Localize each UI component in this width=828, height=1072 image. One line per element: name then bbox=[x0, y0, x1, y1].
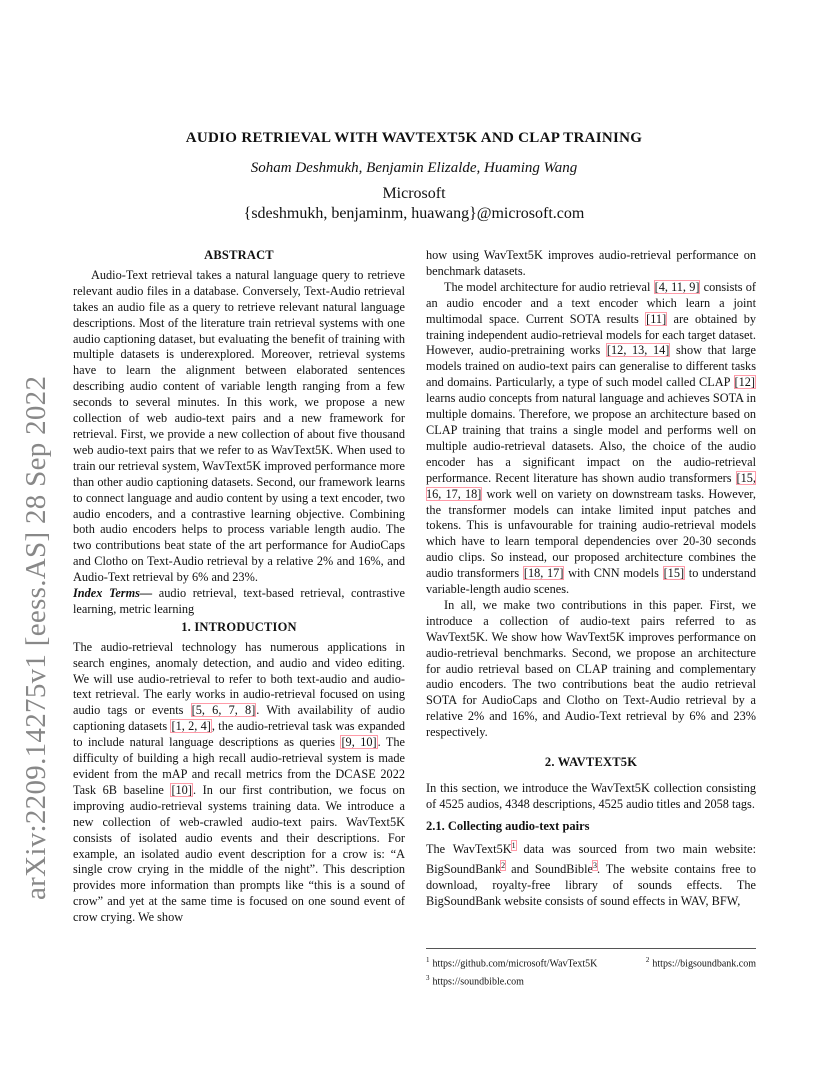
wavtext-text: The WavText5K bbox=[426, 841, 512, 856]
introduction-heading: 1. INTRODUCTION bbox=[181, 619, 297, 634]
intro-text: consists of an audio encoder and a text encoder which learn a joint multimodal space. Current SOTA results bbox=[426, 279, 756, 326]
wavtext-text: data was sourced from two main website: BigSoundBank bbox=[426, 841, 756, 876]
citation-link[interactable]: [1, 2, 4] bbox=[171, 719, 211, 734]
intro-text: , the audio-retrieval task was expanded to include natural language descriptions as queries bbox=[73, 719, 405, 750]
footnotes bbox=[426, 948, 756, 990]
abstract-text: Audio-Text retrieval takes a natural language query to retrieve relevant audio files in a database. Conversely, Text-Audio retrieval takes an audio file as a query to retrieve relevant natural language descriptions. Most of the literature train retrieval systems with one audio captioning dataset, but evaluating the benefit of training with multiple datasets is underexplored. Moreover, retrieval systems have to learn the alignment between elaborated sentences describing audio content of variable length ranging from a few seconds to several minutes. In this work, we propose a new collection of web audio-text pairs and a new framework for retrieval. First, we provide a new collection of about five thousand web audio-text pairs that we refer to as WavText5K. When used to train our retrieval system, WavText5K improved performance more than other audio captioning datasets. Second, our framework learns to connect language and audio content by using a text encoder, two audio encoders, and a contrastive learning objective. Combining both audio encoders helps to process variable length audio. The two contributions beat state of the art performance for AudioCaps and Clotho on Text-Audio retrieval by a relative 2% and 16%, and Audio-Text retrieval by 6% and 23%. bbox=[73, 267, 405, 585]
intro-paragraph-1-continued: how using WavText5K improves audio-retrieval performance on benchmark datasets. bbox=[426, 248, 756, 278]
intro-text: The model architecture for audio retrieval bbox=[444, 279, 654, 294]
intro-text: are obtained by training independent audio-retrieval models for each target dataset. However, audio-pretraining works bbox=[426, 311, 756, 358]
intro-text: . The difficulty of building a high recall audio-retrieval system is made evident from the mAP and recall metrics from the DCASE 2022 Task 6B baseline bbox=[73, 735, 405, 797]
footnote-url[interactable]: https://soundbible.com bbox=[432, 976, 524, 988]
intro-paragraph-1 bbox=[73, 640, 405, 926]
footnote-number: 1 bbox=[426, 956, 430, 964]
footnote-3 bbox=[426, 971, 756, 989]
paper-title: AUDIO RETRIEVAL WITH WAVTEXT5K AND CLAP TRAINING bbox=[185, 130, 643, 146]
intro-text: show that large models trained on audio-text pairs can generalise to different tasks and domains. Particularly, a type of such model called CLAP bbox=[426, 343, 756, 390]
intro-paragraph-3: In all, we make two contributions in this paper. First, we introduce a collection of audio-text pairs referred to as WavText5K. We show how WavText5K improves performance on audio-retrieval benchmarks. Second, we propose an architecture for audio retrieval based on CLAP training and complementary audio encoders. The two contributions beat the audio retrieval SOTA for AudioCaps and Clotho on Text-Audio retrieval by a relative 2% and 16%, and Audio-Text retrieval by 6% and 23% respectively. bbox=[426, 597, 756, 740]
citation-link[interactable]: [5, 6, 7, 8] bbox=[191, 703, 256, 718]
footnote-row bbox=[426, 953, 756, 971]
citation-link[interactable]: [15] bbox=[663, 566, 685, 581]
index-terms-text: audio retrieval, text-based retrieval, contrastive learning, metric learning bbox=[73, 586, 405, 616]
author-emails: {sdeshmukh, benjaminm, huawang}@microsoft.com bbox=[243, 205, 585, 222]
intro-text: learns audio concepts from natural language and achieves SOTA in multiple domains. Therefore, we propose an architecture based on CLAP training that trains a single model and performs well on multiple audio-retrieval datasets. Also, the choice of the audio encoder has a significant impact on the audio-retrieval performance. Recent literature has shown audio transformers bbox=[426, 391, 756, 485]
wavtext5k-paragraph-1: In this section, we introduce the WavText5K collection consisting of 4525 audios, 4348 descriptions, 4525 audio titles and 2058 tags. bbox=[426, 781, 756, 811]
footnote-url[interactable]: https://github.com/microsoft/WavText5K bbox=[432, 958, 598, 970]
collecting-pairs-heading: 2.1. Collecting audio-text pairs bbox=[426, 818, 590, 833]
index-terms-label: Index Terms— bbox=[73, 586, 153, 601]
footnote-url[interactable]: https://bigsoundbank.com bbox=[652, 958, 756, 970]
intro-text: . With availability of audio captioning datasets bbox=[73, 703, 405, 734]
intro-text: with CNN models bbox=[564, 566, 663, 581]
citation-link[interactable]: [11] bbox=[646, 311, 667, 326]
footnote-marker[interactable]: 1 bbox=[511, 840, 516, 850]
footnote-number: 3 bbox=[426, 974, 430, 983]
intro-paragraph-2 bbox=[426, 280, 756, 598]
citation-link[interactable]: [12, 13, 14] bbox=[606, 343, 670, 358]
footnote-2 bbox=[646, 953, 756, 971]
arxiv-identifier: arXiv:2209.14275v1 [eess.AS] 28 Sep 2022 bbox=[20, 375, 52, 900]
footnote-1 bbox=[426, 953, 597, 971]
intro-text: to understand variable-length audio scenes. bbox=[426, 566, 756, 597]
wavtext-text: . The website contains free to download, royalty-free library of sounds effects. The BigSoundBank website consists of sound effects in WAV, BFW, bbox=[426, 861, 756, 908]
left-column bbox=[73, 248, 405, 926]
right-column bbox=[426, 248, 756, 910]
citation-link[interactable]: [15, 16, 17, 18] bbox=[426, 470, 756, 501]
affiliation: Microsoft bbox=[382, 185, 446, 202]
intro-text: . In our first contribution, we focus on improving audio-retrieval systems training data. We introduce a new collection of web-crawled audio-text pairs. WavText5K consists of isolated audio events and their descriptions. For example, an isolated audio event description for a crow is: “A single crow crying in the middle of the night”. This description provides more information than prompts like “this is a sound of crow” and yet at the same time is focused on one sound event of crow crying. We show bbox=[73, 782, 405, 925]
wavtext-text: and SoundBible bbox=[505, 861, 593, 876]
citation-link[interactable]: [9, 10] bbox=[341, 735, 377, 750]
wavtext5k-heading: 2. WAVTEXT5K bbox=[544, 755, 638, 770]
intro-text: work well on variety on downstream tasks. However, the transformer models can intake limited input patches and tokens. This is unfavourable for training audio-retrieval models which have to learn temporal dependencies over 20-30 seconds audio clips. So instead, our proposed architecture combines the audio transformers bbox=[426, 486, 756, 581]
citation-link[interactable]: [10] bbox=[171, 782, 192, 797]
citation-link[interactable]: [12] bbox=[734, 375, 755, 390]
index-terms bbox=[73, 586, 405, 618]
paper-authors: Soham Deshmukh, Benjamin Elizalde, Huaming Wang bbox=[250, 160, 578, 176]
footnote-number: 2 bbox=[645, 956, 650, 964]
wavtext5k-paragraph-2 bbox=[426, 838, 756, 910]
intro-text: The audio-retrieval technology has numerous applications in search engines, anomaly detection, and audio and video editing. We will use audio-retrieval to refer to both text-audio and audio-text retrieval. The early works in audio-retrieval focused on using audio tags or events bbox=[73, 639, 405, 718]
citation-link[interactable]: [4, 11, 9] bbox=[654, 279, 700, 294]
footnote-marker[interactable]: 2 bbox=[501, 860, 506, 870]
abstract-heading: ABSTRACT bbox=[204, 248, 274, 262]
citation-link[interactable]: [18, 17] bbox=[523, 566, 564, 581]
footnote-marker[interactable]: 3 bbox=[592, 860, 597, 870]
